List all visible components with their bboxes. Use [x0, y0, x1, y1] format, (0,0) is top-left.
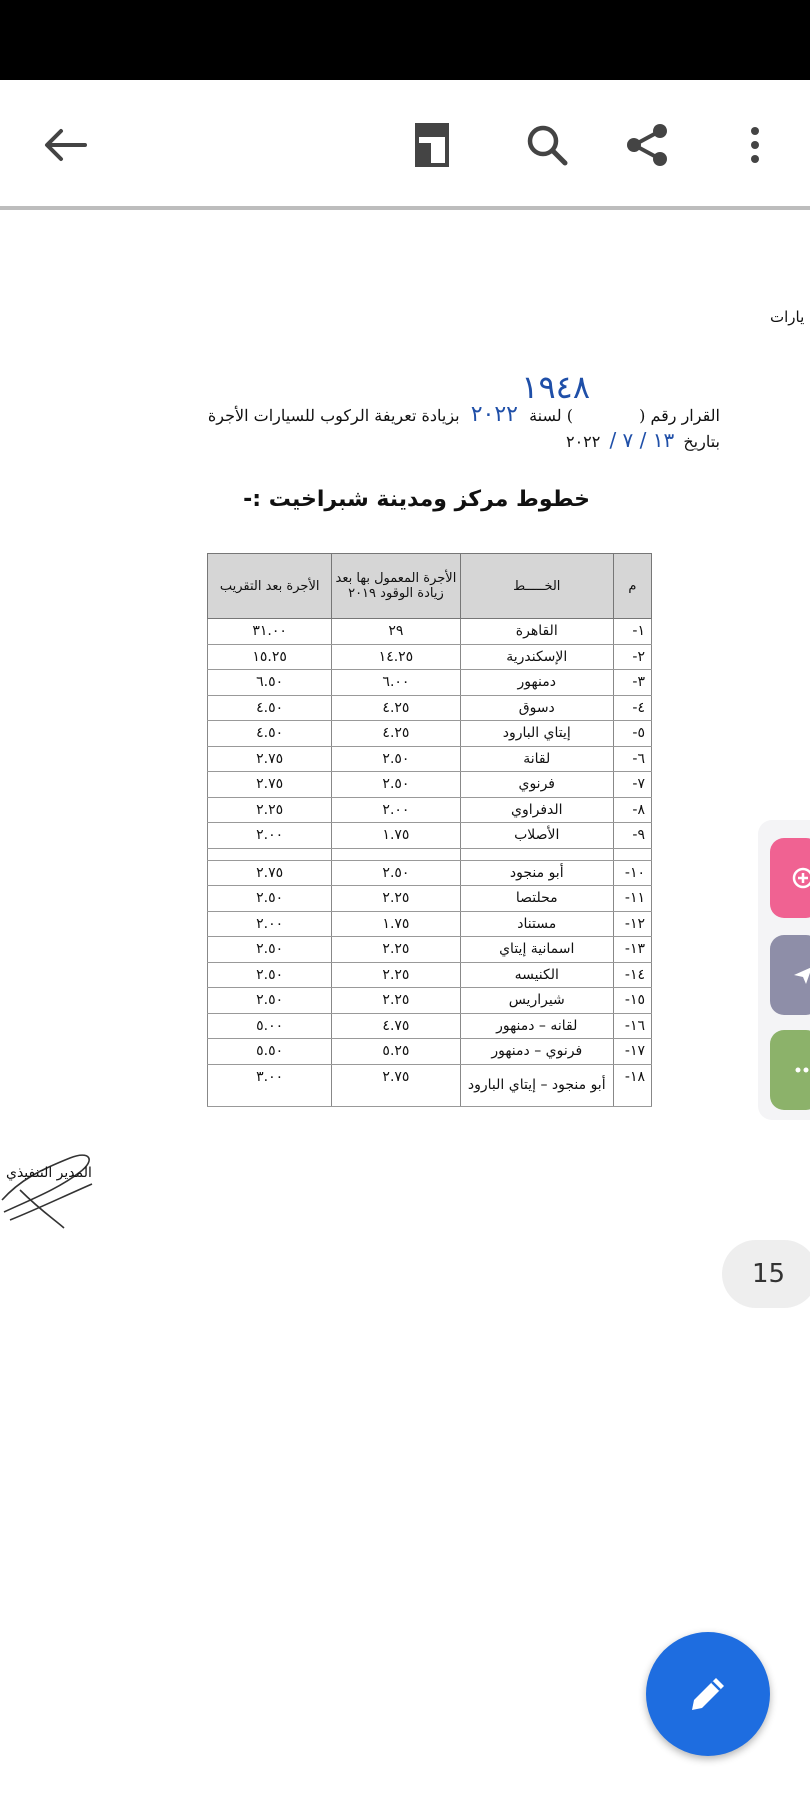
row-route: شيراريس — [460, 988, 613, 1014]
row-route: لقانه – دمنهور — [460, 1013, 613, 1039]
row-number: ١٨- — [613, 1064, 651, 1106]
row-route: فرنوي — [460, 772, 613, 798]
table-row — [208, 988, 652, 1014]
table-row — [208, 644, 652, 670]
row-route: الدفراوي — [460, 797, 613, 823]
row-route: دسوق — [460, 695, 613, 721]
row-route: الأصلاب — [460, 823, 613, 849]
table-row — [208, 823, 652, 849]
row-old-fare: ٢.٢٥ — [332, 937, 460, 963]
row-number: ١٠- — [613, 860, 651, 886]
header-old-fare: الأجرة المعمول بها بعد زيادة الوقود ٢٠١٩ — [332, 554, 460, 619]
row-new-fare: ٢.٧٥ — [208, 772, 332, 798]
decision-date-year: ٢٠٢٢ — [565, 432, 601, 451]
more-vert-icon — [749, 125, 761, 165]
row-number: ١١- — [613, 886, 651, 912]
row-number: ١٣- — [613, 937, 651, 963]
side-chat-button[interactable] — [770, 1030, 810, 1110]
row-new-fare: ٤.٥٠ — [208, 721, 332, 747]
row-route: أبو منجود – إيتاي البارود — [460, 1064, 613, 1106]
page-layout-icon — [415, 123, 449, 167]
table-spacer-row — [208, 848, 652, 860]
row-number: ٤- — [613, 695, 651, 721]
page-number-indicator: 15 — [722, 1240, 810, 1308]
row-route: القاهرة — [460, 619, 613, 645]
table-row — [208, 797, 652, 823]
row-number: ١٦- — [613, 1013, 651, 1039]
table-row — [208, 1039, 652, 1065]
row-number: ١٧- — [613, 1039, 651, 1065]
row-route: إيتاي البارود — [460, 721, 613, 747]
section-title: خطوط مركز ومدينة شبراخيت :- — [243, 487, 590, 512]
toolbar-divider — [0, 206, 810, 210]
table-row — [208, 886, 652, 912]
row-new-fare: ٦.٥٠ — [208, 670, 332, 696]
header-new-fare: الأجرة بعد التقريب — [208, 554, 332, 619]
signature-scribble — [0, 1140, 100, 1230]
edit-fab-button[interactable] — [646, 1632, 770, 1756]
row-new-fare: ٢.٢٥ — [208, 797, 332, 823]
row-number: ٦- — [613, 746, 651, 772]
row-number: ٩- — [613, 823, 651, 849]
header-num: م — [613, 554, 651, 619]
row-old-fare: ٢.٥٠ — [332, 772, 460, 798]
row-number: ٧- — [613, 772, 651, 798]
decision-date-label: بتاريخ — [683, 432, 720, 451]
row-number: ١٤- — [613, 962, 651, 988]
row-new-fare: ٣.٠٠ — [208, 1064, 332, 1106]
adjacent-page-text: يارات — [770, 308, 805, 326]
decision-year: ٢٠٢٢ — [470, 402, 518, 427]
table-row — [208, 911, 652, 937]
row-route: فرنوي – دمنهور — [460, 1039, 613, 1065]
header-route: الخـــــط — [460, 554, 613, 619]
row-new-fare: ٥.٥٠ — [208, 1039, 332, 1065]
row-route: أبو منجود — [460, 860, 613, 886]
row-route: لقانة — [460, 746, 613, 772]
table-row — [208, 1064, 652, 1106]
table-row — [208, 962, 652, 988]
decision-subject: بزيادة تعريفة الركوب للسيارات الأجرة — [207, 406, 460, 425]
send-icon — [792, 964, 810, 986]
decision-line-1 — [120, 368, 720, 428]
table-header-row — [208, 554, 652, 619]
row-new-fare: ٢.٠٠ — [208, 911, 332, 937]
table-row — [208, 1013, 652, 1039]
share-icon — [624, 122, 670, 168]
decision-header — [120, 368, 720, 454]
table-row — [208, 746, 652, 772]
row-new-fare: ١٥.٢٥ — [208, 644, 332, 670]
row-old-fare: ٦.٠٠ — [332, 670, 460, 696]
table-row — [208, 772, 652, 798]
decision-number: ١٩٤٨ — [521, 368, 590, 406]
table-row — [208, 721, 652, 747]
row-old-fare: ٢.٢٥ — [332, 988, 460, 1014]
row-number: ١- — [613, 619, 651, 645]
decision-prefix: القرار رقم ( — [639, 406, 720, 425]
row-new-fare: ٢.٥٠ — [208, 937, 332, 963]
row-old-fare: ١.٧٥ — [332, 823, 460, 849]
row-old-fare: ٤.٧٥ — [332, 1013, 460, 1039]
row-old-fare: ٢٩ — [332, 619, 460, 645]
row-new-fare: ٢.٠٠ — [208, 823, 332, 849]
share-button[interactable] — [612, 110, 682, 180]
table-row — [208, 670, 652, 696]
side-add-button[interactable] — [770, 838, 810, 918]
row-new-fare: ٤.٥٠ — [208, 695, 332, 721]
row-number: ١٢- — [613, 911, 651, 937]
row-old-fare: ٢.٢٥ — [332, 886, 460, 912]
row-old-fare: ٢.٥٠ — [332, 746, 460, 772]
row-number: ٣- — [613, 670, 651, 696]
row-old-fare: ٢.٢٥ — [332, 962, 460, 988]
signature-label: المدير التنفيذي — [6, 1165, 92, 1181]
row-route: الإسكندرية — [460, 644, 613, 670]
row-old-fare: ٤.٢٥ — [332, 721, 460, 747]
table-row — [208, 860, 652, 886]
search-icon — [525, 123, 569, 167]
decision-date: ١٣ / ٧ / — [609, 428, 675, 452]
row-new-fare: ٢.٧٥ — [208, 860, 332, 886]
fare-table — [207, 553, 652, 1107]
search-button[interactable] — [512, 110, 582, 180]
decision-line-2 — [120, 428, 720, 454]
row-old-fare: ٢.٧٥ — [332, 1064, 460, 1106]
row-route: الكنيسه — [460, 962, 613, 988]
page-layout-button[interactable] — [402, 110, 462, 180]
row-number: ١٥- — [613, 988, 651, 1014]
table-row — [208, 619, 652, 645]
side-send-button[interactable] — [770, 935, 810, 1015]
row-old-fare: ٥.٢٥ — [332, 1039, 460, 1065]
row-old-fare: ١٤.٢٥ — [332, 644, 460, 670]
more-options-button[interactable] — [735, 110, 775, 180]
row-route: مستناد — [460, 911, 613, 937]
row-new-fare: ٣١.٠٠ — [208, 619, 332, 645]
back-arrow-icon — [43, 127, 87, 163]
row-route: دمنهور — [460, 670, 613, 696]
row-new-fare: ٢.٧٥ — [208, 746, 332, 772]
table-row — [208, 937, 652, 963]
row-old-fare: ١.٧٥ — [332, 911, 460, 937]
row-old-fare: ٢.٠٠ — [332, 797, 460, 823]
row-number: ٨- — [613, 797, 651, 823]
row-number: ٢- — [613, 644, 651, 670]
row-new-fare: ٢.٥٠ — [208, 988, 332, 1014]
decision-mid: ) لسنة — [529, 406, 573, 425]
chat-icon — [792, 1059, 810, 1081]
row-route: محلتصا — [460, 886, 613, 912]
back-button[interactable] — [30, 110, 100, 180]
table-row — [208, 695, 652, 721]
row-new-fare: ٢.٥٠ — [208, 886, 332, 912]
row-old-fare: ٤.٢٥ — [332, 695, 460, 721]
row-new-fare: ٥.٠٠ — [208, 1013, 332, 1039]
row-old-fare: ٢.٥٠ — [332, 860, 460, 886]
row-route: اسمانية إيتاي — [460, 937, 613, 963]
row-number: ٥- — [613, 721, 651, 747]
add-icon — [792, 867, 810, 889]
status-bar — [0, 0, 810, 80]
row-new-fare: ٢.٥٠ — [208, 962, 332, 988]
edit-pencil-icon — [686, 1672, 730, 1716]
